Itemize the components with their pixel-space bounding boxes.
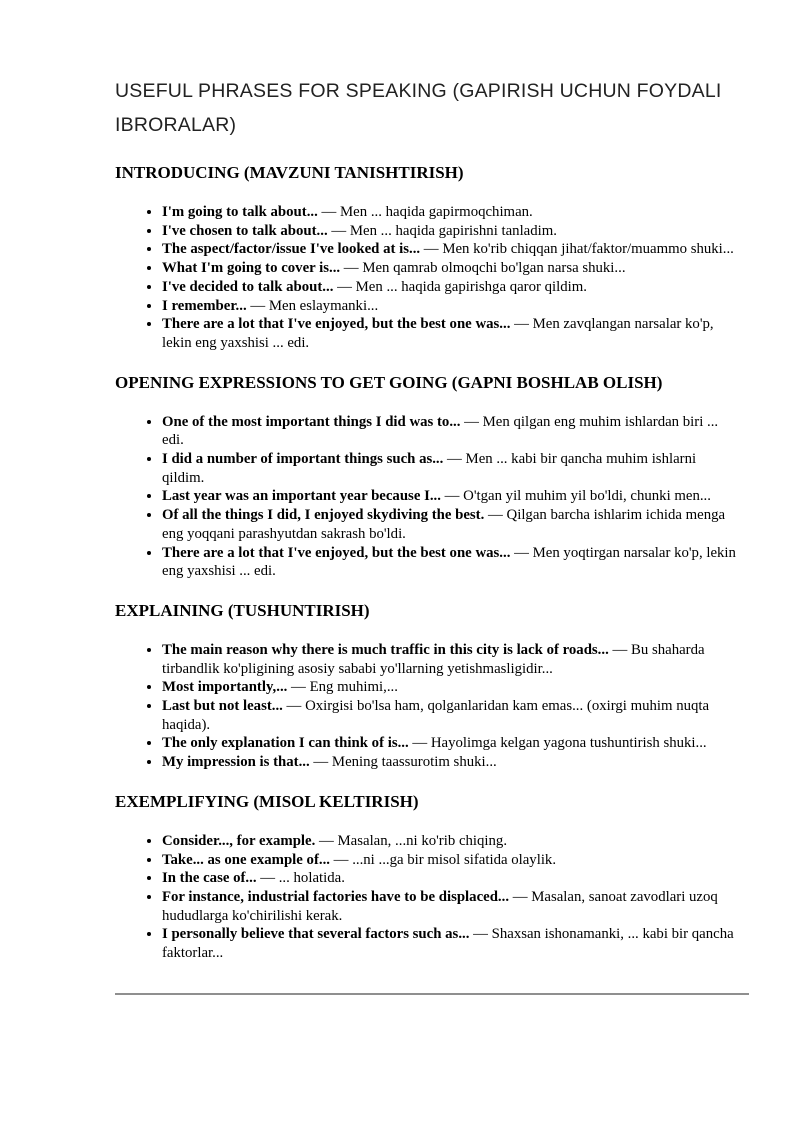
dash-separator: —	[510, 316, 533, 333]
phrase-list	[115, 832, 737, 963]
dash-separator: —	[246, 297, 269, 314]
english-phrase: I did a number of important things such as...	[162, 451, 444, 468]
english-phrase: The main reason why there is much traffic in this city is lack of roads...	[162, 641, 609, 658]
dash-separator: —	[608, 641, 631, 658]
phrase-item	[162, 259, 737, 278]
uzbek-translation: Oxirgisi bo'lsa ham, qolganlaridan kam emas... (oxirgi muhim nuqta haqida).	[162, 698, 710, 733]
english-phrase: There are a lot that I've enjoyed, but the best one was...	[162, 544, 511, 561]
english-phrase: Of all the things I did, I enjoyed skydiving the best.	[162, 507, 485, 524]
dash-separator: —	[340, 260, 363, 277]
english-phrase: Last but not least...	[162, 698, 283, 715]
uzbek-translation: O'tgan yil muhim yil bo'ldi, chunki men...	[463, 488, 711, 505]
bottom-divider	[115, 993, 749, 995]
english-phrase: In the case of...	[162, 870, 257, 887]
dash-separator: —	[315, 832, 338, 849]
uzbek-translation: Men zavqlangan narsalar ko'p, lekin eng yaxshisi ... edi.	[162, 316, 714, 351]
sections-container	[115, 163, 737, 963]
phrase-item	[162, 678, 737, 697]
dash-separator: —	[469, 926, 492, 943]
dash-separator: —	[484, 507, 507, 524]
english-phrase: Last year was an important year because I...	[162, 488, 441, 505]
dash-separator: —	[333, 278, 356, 295]
uzbek-translation: Men ... kabi bir qancha muhim ishlarni qildim.	[162, 451, 697, 486]
english-phrase: For instance, industrial factories have to be displaced...	[162, 888, 510, 905]
dash-separator: —	[287, 679, 310, 696]
phrase-list	[115, 203, 737, 353]
phrase-item	[162, 925, 737, 962]
dash-separator: —	[509, 888, 532, 905]
english-phrase: The only explanation I can think of is...	[162, 735, 409, 752]
uzbek-translation: Eng muhimi,...	[309, 679, 398, 696]
section-heading: EXEMPLIFYING (MISOL KELTIRISH)	[115, 791, 419, 811]
english-phrase: What I'm going to cover is...	[162, 260, 341, 277]
phrase-item	[162, 413, 737, 450]
uzbek-translation: Men eslaymanki...	[268, 297, 379, 314]
uzbek-translation: Shaxsan ishonamanki, ... kabi bir qancha faktorlar...	[162, 926, 734, 962]
phrase-item	[162, 450, 737, 487]
phrase-item	[162, 315, 737, 352]
english-phrase: I personally believe that several factors such as...	[162, 926, 470, 943]
phrase-item	[162, 641, 737, 678]
phrase-item	[162, 297, 737, 316]
english-phrase: I've chosen to talk about...	[162, 222, 328, 239]
uzbek-translation: Men ... haqida gapirishni tanladim.	[349, 222, 557, 239]
uzbek-translation: Men qilgan eng muhim ishlardan biri ... edi.	[162, 413, 719, 449]
section-heading: OPENING EXPRESSIONS TO GET GOING (GAPNI BOSHLAB OLISH)	[115, 372, 663, 392]
dash-separator: —	[420, 241, 443, 258]
english-phrase: The aspect/factor/issue I've looked at is...	[162, 241, 421, 258]
dash-separator: —	[327, 222, 350, 239]
uzbek-translation: Masalan, sanoat zavodlari uzoq hududlarga ko'chirilishi kerak.	[162, 888, 718, 924]
english-phrase: Consider..., for example.	[162, 832, 316, 849]
page-title: USEFUL PHRASES FOR SPEAKING (GAPIRISH UCHUN FOYDALI IBRORALAR)	[115, 80, 722, 136]
english-phrase: Take... as one example of...	[162, 851, 330, 868]
phrase-item	[162, 506, 737, 543]
uzbek-translation: Men qamrab olmoqchi bo'lgan narsa shuki...	[362, 260, 626, 277]
phrase-item	[162, 278, 737, 297]
dash-separator: —	[309, 754, 332, 771]
dash-separator: —	[256, 870, 279, 887]
english-phrase: Most importantly,...	[162, 679, 288, 696]
phrase-list	[115, 641, 737, 772]
english-phrase: There are a lot that I've enjoyed, but the best one was...	[162, 316, 511, 333]
uzbek-translation: ... holatida.	[278, 870, 345, 887]
section-heading: INTRODUCING (MAVZUNI TANISHTIRISH)	[115, 163, 464, 182]
phrase-item	[162, 487, 737, 506]
english-phrase: I'm going to talk about...	[162, 204, 318, 220]
dash-separator: —	[282, 698, 306, 715]
dash-separator: —	[510, 544, 533, 561]
uzbek-translation: Mening taassurotim shuki...	[331, 754, 497, 771]
phrase-item	[162, 851, 737, 870]
uzbek-translation: Men ... haqida gapirmoqchiman.	[340, 204, 533, 220]
phrase-item	[162, 832, 737, 851]
english-phrase: One of the most important things I did was to...	[162, 413, 461, 430]
phrase-item	[162, 869, 737, 888]
phrase-item	[162, 203, 737, 222]
phrase-item	[162, 544, 737, 581]
dash-separator: —	[317, 204, 341, 220]
phrase-item	[162, 753, 737, 772]
uzbek-translation: Masalan, ...ni ko'rib chiqing.	[337, 832, 508, 849]
uzbek-translation: Qilgan barcha ishlarim ichida menga eng yoqqani parashyutdan sakrash bo'ldi.	[162, 507, 726, 542]
phrase-item	[162, 697, 737, 734]
phrase-item	[162, 240, 737, 259]
english-phrase: I remember...	[162, 297, 247, 314]
section-heading: EXPLAINING (TUSHUNTIRISH)	[115, 600, 370, 620]
english-phrase: I've decided to talk about...	[162, 278, 334, 295]
dash-separator: —	[329, 851, 353, 868]
uzbek-translation: Men ... haqida gapirishga qaror qildim.	[355, 278, 587, 295]
uzbek-translation: Men ko'rib chiqqan jihat/faktor/muammo shuki...	[442, 241, 734, 258]
dash-separator: —	[408, 735, 431, 752]
uzbek-translation: Men yoqtirgan narsalar ko'p, lekin eng yaxshisi ... edi.	[162, 544, 736, 580]
uzbek-translation: Hayolimga kelgan yagona tushuntirish shuki...	[430, 735, 707, 752]
english-phrase: My impression is that...	[162, 754, 310, 771]
phrase-item	[162, 734, 737, 753]
dash-separator: —	[443, 451, 466, 468]
dash-separator: —	[460, 413, 483, 430]
dash-separator: —	[440, 488, 464, 505]
uzbek-translation: Bu shaharda tirbandlik ko'pligining asosiy sababi yo'llarning yetishmasligidir...	[162, 641, 705, 677]
phrase-list	[115, 413, 737, 581]
uzbek-translation: ...ni ...ga bir misol sifatida olaylik.	[352, 851, 557, 868]
phrase-item	[162, 222, 737, 241]
phrase-item	[162, 888, 737, 925]
